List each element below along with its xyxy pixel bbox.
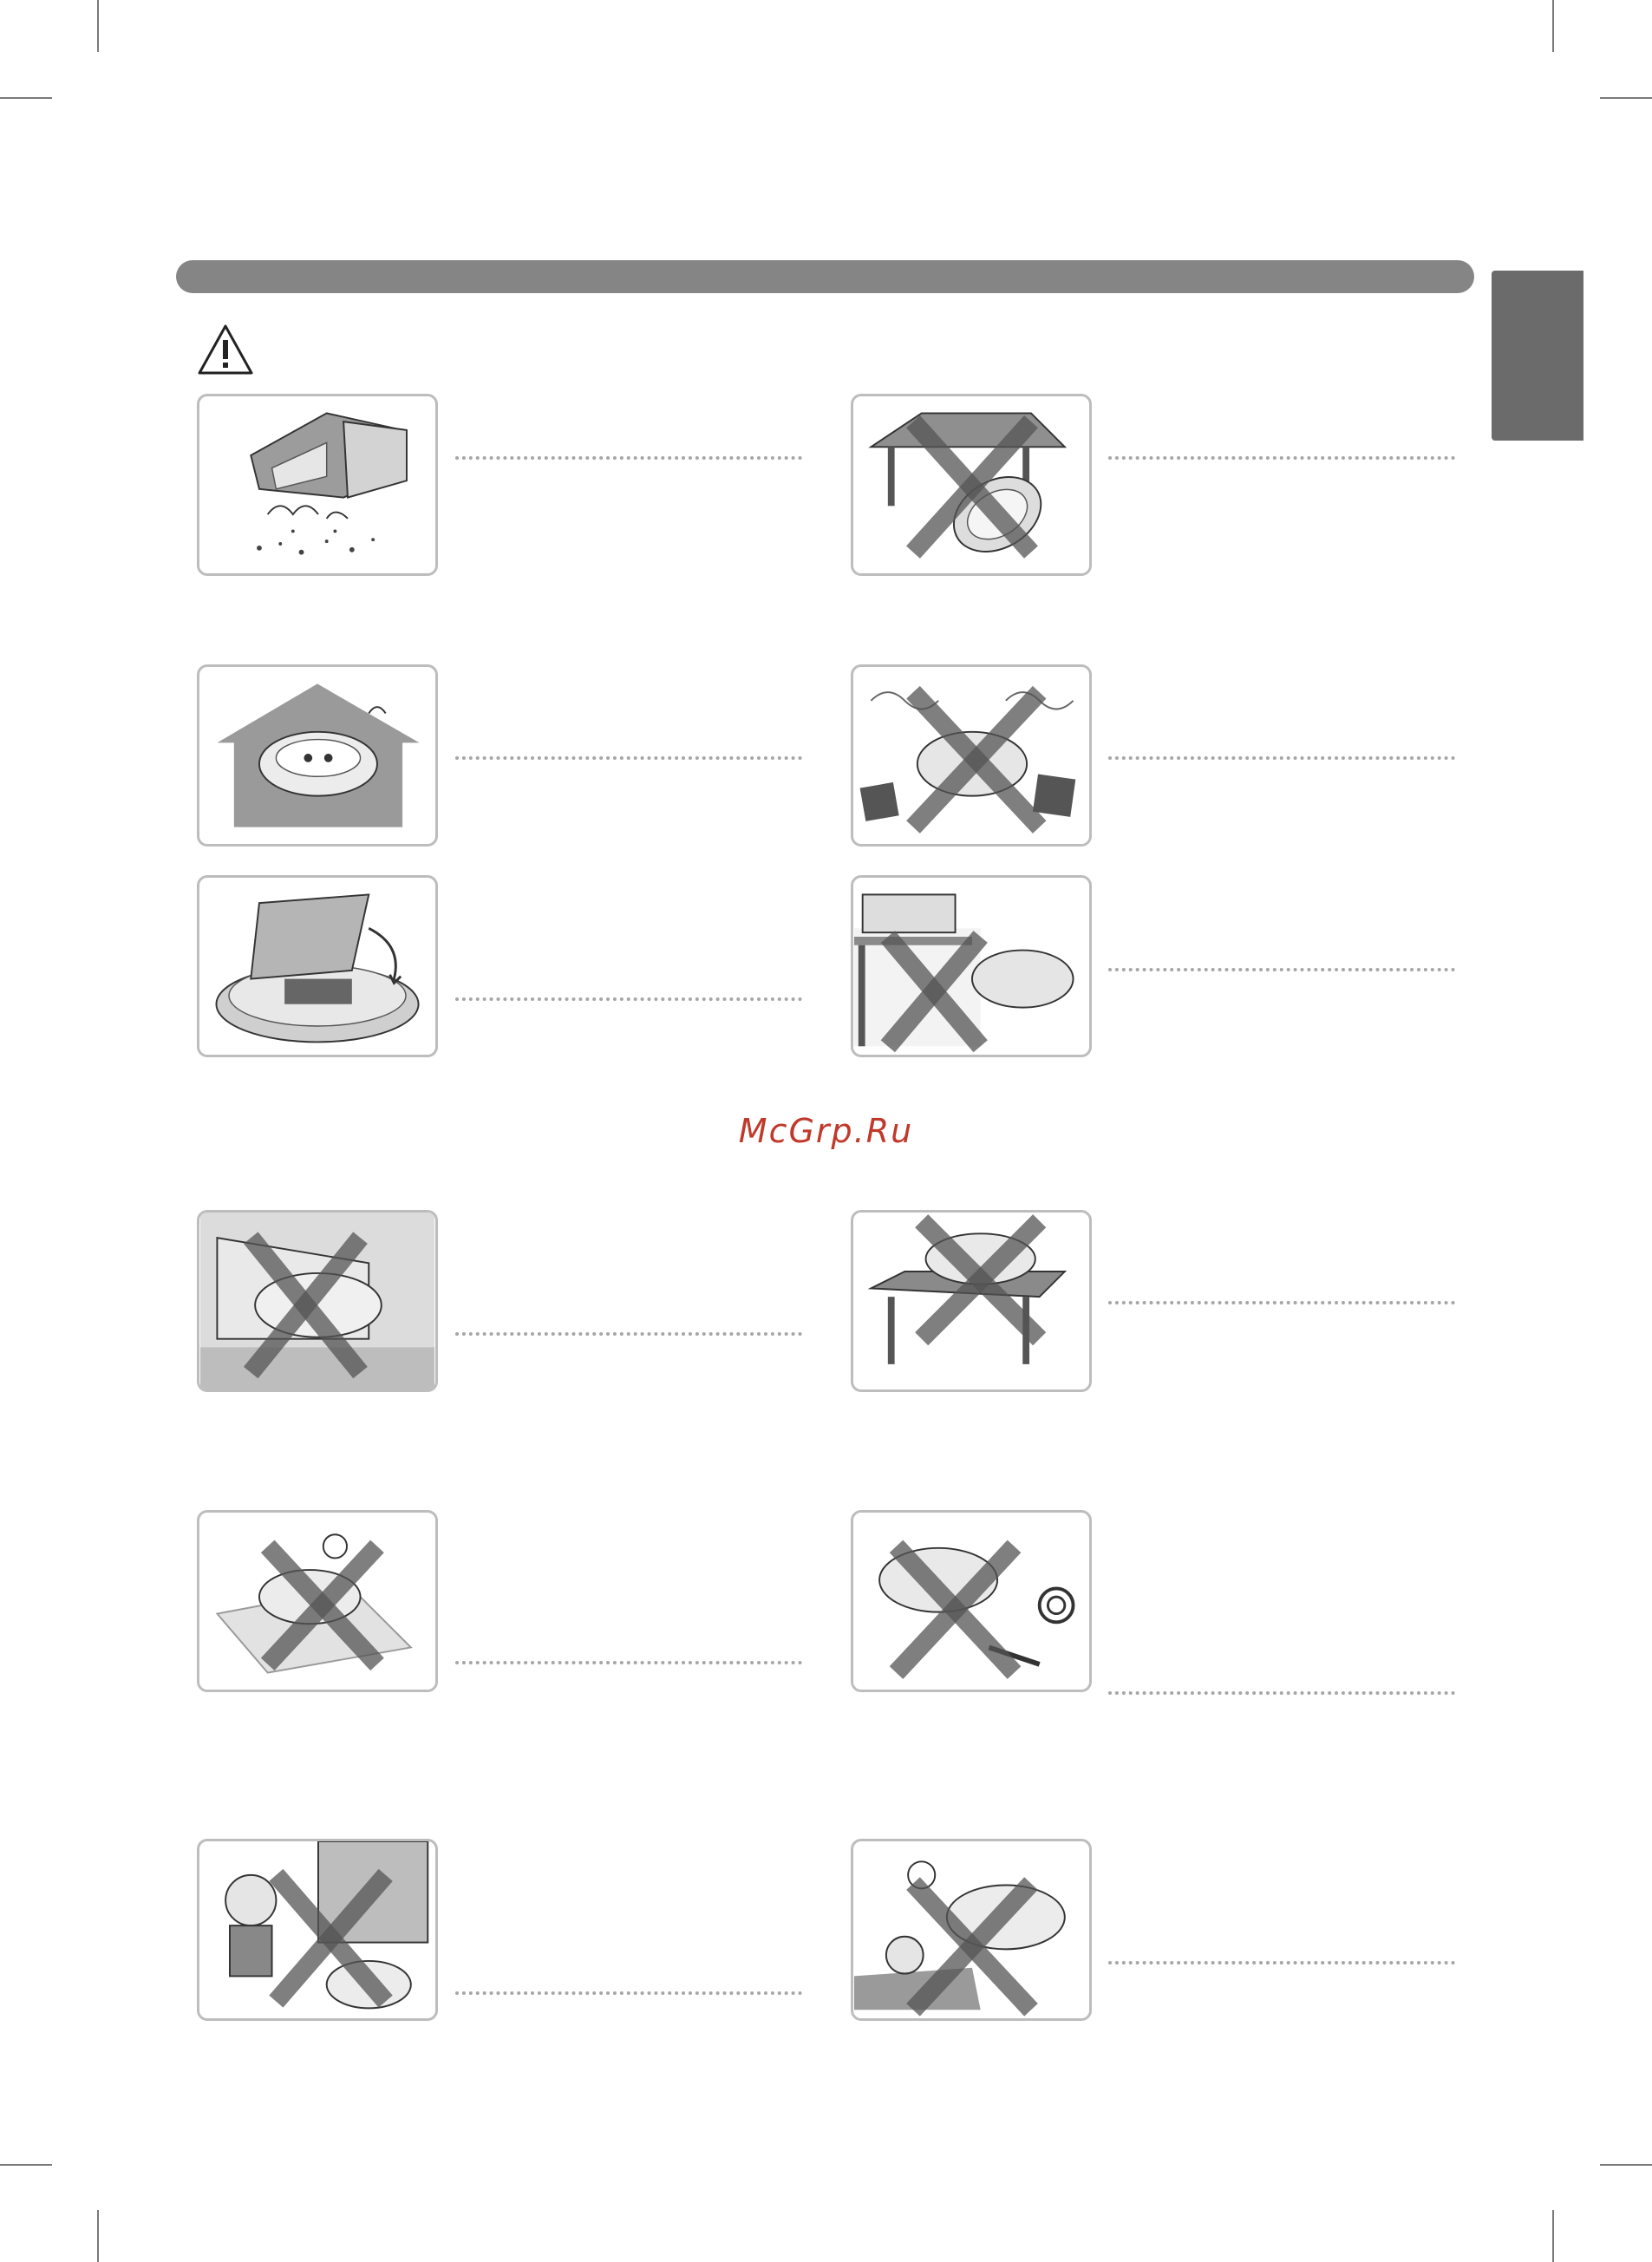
dotted-leader <box>1108 1691 1455 1695</box>
illustration-person-on-floor <box>851 1839 1092 2021</box>
illustration-open-lid-brush <box>197 875 438 1057</box>
crop-mark <box>0 2164 52 2166</box>
illustration-child-pet <box>197 1839 438 2021</box>
watermark: McGrp.Ru <box>738 1112 914 1150</box>
dotted-leader <box>455 1661 802 1664</box>
crop-mark <box>1552 2210 1554 2262</box>
crop-mark <box>1552 0 1554 52</box>
language-side-tab <box>1492 271 1583 441</box>
illustration-on-table <box>851 1210 1092 1392</box>
dotted-leader <box>1108 456 1455 460</box>
dotted-leader <box>1108 756 1455 760</box>
crop-mark <box>1600 97 1652 99</box>
illustration-box-on-table <box>851 875 1092 1057</box>
dotted-leader <box>455 1991 802 1995</box>
illustration-cords-and-pins <box>851 1510 1092 1692</box>
dotted-leader <box>1108 1961 1455 1965</box>
illustration-indoor-use-only <box>197 664 438 847</box>
warning-triangle-icon <box>196 323 255 376</box>
crop-mark <box>97 0 99 52</box>
dotted-leader <box>455 1332 802 1336</box>
section-header-bar <box>176 260 1474 293</box>
dotted-leader <box>455 997 802 1001</box>
illustration-dust-bin-emptying <box>197 394 438 576</box>
illustration-table-edge-fall <box>851 394 1092 576</box>
illustration-wet-carpet <box>197 1510 438 1692</box>
illustration-fragile-objects <box>851 664 1092 847</box>
dotted-leader <box>1108 1301 1455 1304</box>
dotted-leader <box>455 756 802 760</box>
dotted-leader <box>1108 968 1455 971</box>
illustration-sofa-height <box>197 1210 438 1392</box>
crop-mark <box>97 2210 99 2262</box>
crop-mark <box>0 97 52 99</box>
crop-mark <box>1600 2164 1652 2166</box>
dotted-leader <box>455 456 802 460</box>
